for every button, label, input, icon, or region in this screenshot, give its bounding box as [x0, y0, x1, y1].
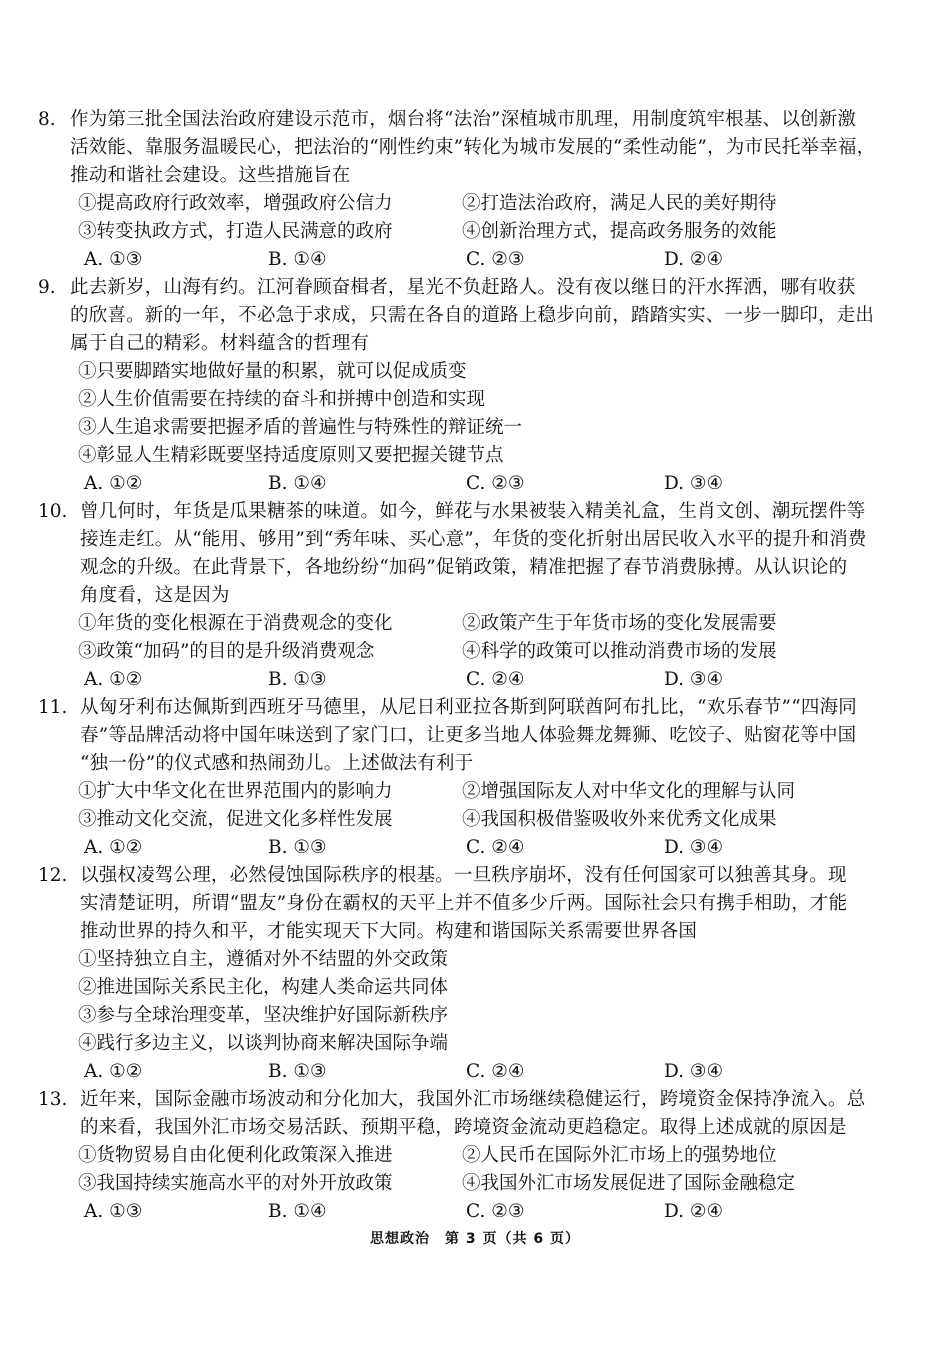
option-4: ④我国外汇市场发展促进了国际金融稳定	[462, 1173, 796, 1194]
question-stem-line: 作为第三批全国法治政府建设示范市，烟台将“法治”深植城市肌理，用制度筑牢根基、以创新激	[70, 109, 857, 130]
option-4: ④彰显人生精彩既要坚持适度原则又要把握关键节点	[78, 445, 504, 466]
option-4: ④我国积极借鉴吸收外来优秀文化成果	[462, 809, 777, 830]
option-4: ④践行多边主义，以谈判协商来解决国际争端	[78, 1033, 449, 1054]
question-stem-line: 接连走红。从“能用、够用”到“秀年味、买心意”，年货的变化折射出居民收入水平的提升和消费	[80, 529, 867, 550]
option-1: ①货物贸易自由化便利化政策深入推进	[78, 1145, 393, 1166]
question-stem-line: 以强权凌驾公理，必然侵蚀国际秩序的根基。一旦秩序崩坏，没有任何国家可以独善其身。现	[80, 865, 847, 886]
answer-c: C. ②④	[466, 1061, 525, 1082]
question-stem-line: 属于自己的精彩。材料蕴含的哲理有	[70, 333, 370, 354]
option-2: ②打造法治政府，满足人民的美好期待	[462, 193, 777, 214]
answer-d: D. ②④	[664, 1201, 724, 1222]
answer-c: C. ②④	[466, 837, 525, 858]
question-stem-line: 角度看，这是因为	[80, 585, 230, 606]
option-1: ①年货的变化根源在于消费观念的变化	[78, 613, 393, 634]
answer-c: C. ②③	[466, 249, 525, 270]
option-2: ②推进国际关系民主化，构建人类命运共同体	[78, 977, 449, 998]
option-3: ③参与全球治理变革，坚决维护好国际新秩序	[78, 1005, 449, 1026]
question-stem-line: 春”等品牌活动将中国年味送到了家门口，让更多当地人体验舞龙舞狮、吃饺子、贴窗花等中国	[80, 725, 857, 746]
answer-a: A. ①②	[84, 837, 143, 858]
answer-b: B. ①④	[268, 249, 327, 270]
option-4: ④创新治理方式，提高政务服务的效能	[462, 221, 777, 242]
answer-d: D. ②④	[664, 249, 724, 270]
answer-b: B. ①③	[268, 669, 327, 690]
question-stem-line: 近年来，国际金融市场波动和分化加大，我国外汇市场继续稳健运行，跨境资金保持净流入。总	[80, 1089, 866, 1110]
question-stem-line: 的欣喜。新的一年，不必急于求成，只需在各自的道路上稳步向前，踏踏实实、一步一脚印，走出	[70, 305, 875, 326]
option-3: ③人生追求需要把握矛盾的普遍性与特殊性的辩证统一	[78, 417, 523, 438]
answer-c: C. ②③	[466, 473, 525, 494]
question-number: 13.	[38, 1089, 68, 1110]
page-footer: 思想政治 第 3 页（共 6 页）	[370, 1231, 580, 1247]
answer-a: A. ①②	[84, 473, 143, 494]
answer-c: C. ②④	[466, 669, 525, 690]
question-stem-line: 曾几何时，年货是瓜果糖茶的味道。如今，鲜花与水果被装入精美礼盒，生肖文创、潮玩摆件等	[80, 501, 866, 522]
option-4: ④科学的政策可以推动消费市场的发展	[462, 641, 777, 662]
option-3: ③我国持续实施高水平的对外开放政策	[78, 1173, 393, 1194]
option-2: ②政策产生于年货市场的变化发展需要	[462, 613, 777, 634]
option-3: ③推动文化交流，促进文化多样性发展	[78, 809, 393, 830]
question-stem-line: 活效能、靠服务温暖民心，把法治的“刚性约束”转化为城市发展的“柔性动能”，为市民托举幸福，	[70, 137, 876, 158]
answer-b: B. ①④	[268, 1201, 327, 1222]
question-stem-line: 此去新岁，山海有约。江河眷顾奋楫者，星光不负赶路人。没有夜以继日的汗水挥洒，哪有收获	[70, 277, 856, 298]
option-1: ①提高政府行政效率，增强政府公信力	[78, 193, 393, 214]
question-stem-line: 推动和谐社会建设。这些措施旨在	[70, 165, 351, 186]
answer-b: B. ①③	[268, 1061, 327, 1082]
question-stem-line: 从匈牙利布达佩斯到西班牙马德里，从尼日利亚拉各斯到阿联酋阿布扎比，“欢乐春节”“四海同	[80, 697, 857, 718]
question-stem-line: 观念的升级。在此背景下，各地纷纷“加码”促销政策，精准把握了春节消费脉搏。从认识论的	[80, 557, 848, 578]
question-number: 11.	[38, 697, 68, 718]
answer-a: A. ①②	[84, 669, 143, 690]
answer-a: A. ①③	[84, 1201, 143, 1222]
question-number: 9.	[38, 277, 56, 298]
question-number: 10.	[38, 501, 68, 522]
question-stem-line: 的来看，我国外汇市场交易活跃、预期平稳，跨境资金流动更趋稳定。取得上述成就的原因是	[80, 1117, 847, 1138]
question-stem-line: 实清楚证明，所谓“盟友”身份在霸权的天平上并不值多少斤两。国际社会只有携手相助，才能	[80, 893, 848, 914]
answer-b: B. ①③	[268, 837, 327, 858]
answer-a: A. ①③	[84, 249, 143, 270]
option-1: ①只要脚踏实地做好量的积累，就可以促成质变	[78, 361, 467, 382]
option-3: ③政策“加码”的目的是升级消费观念	[78, 641, 375, 662]
question-number: 8.	[38, 109, 56, 130]
option-3: ③转变执政方式，打造人民满意的政府	[78, 221, 393, 242]
question-stem-line: “独一份”的仪式感和热闹劲儿。上述做法有利于	[80, 753, 474, 774]
option-1: ①扩大中华文化在世界范围内的影响力	[78, 781, 393, 802]
option-1: ①坚持独立自主，遵循对外不结盟的外交政策	[78, 949, 449, 970]
question-number: 12.	[38, 865, 68, 886]
answer-a: A. ①②	[84, 1061, 143, 1082]
option-2: ②人民币在国际外汇市场上的强势地位	[462, 1145, 777, 1166]
option-2: ②增强国际友人对中华文化的理解与认同	[462, 781, 796, 802]
answer-d: D. ③④	[664, 669, 724, 690]
answer-c: C. ②③	[466, 1201, 525, 1222]
question-stem-line: 推动世界的持久和平，才能实现天下大同。构建和谐国际关系需要世界各国	[80, 921, 698, 942]
answer-d: D. ③④	[664, 837, 724, 858]
answer-d: D. ③④	[664, 1061, 724, 1082]
option-2: ②人生价值需要在持续的奋斗和拼搏中创造和实现	[78, 389, 486, 410]
answer-d: D. ③④	[664, 473, 724, 494]
answer-b: B. ①④	[268, 473, 327, 494]
